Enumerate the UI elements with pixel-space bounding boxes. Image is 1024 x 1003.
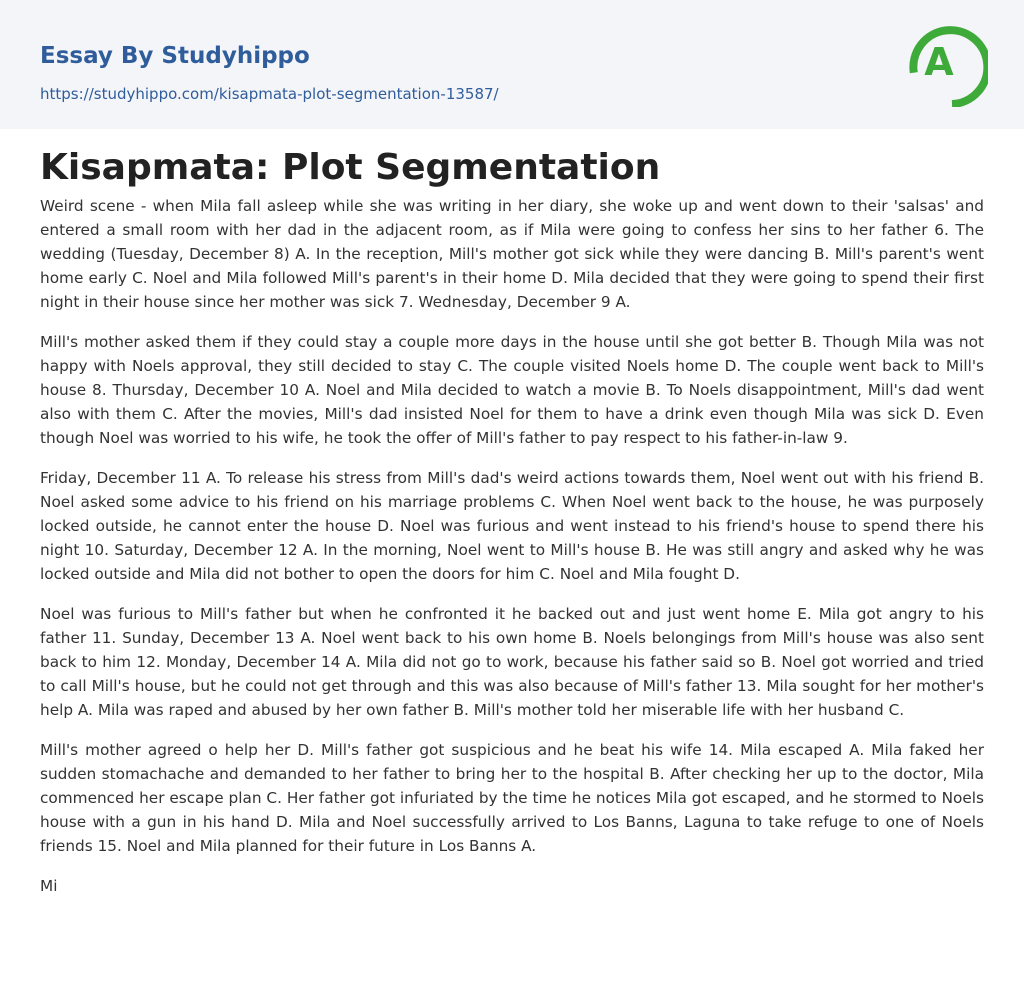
studyhippo-logo-icon[interactable] (908, 17, 988, 107)
paragraph: Noel was furious to Mill's father but when he confronted it he backed out and just went home E. Mila got angry to his father 11. Sunday, December 13 A. Noel went back to his own home B. Noels belongings from Mill's house was also sent back to him 12. Monday, December 14 A. Mila did not go to work, because his father said so B. Noel got worried and tried to call Mill's house, but he could not get through and this was also because of Mill's father 13. Mila sought for her mother's help A. Mila was raped and abused by her own father B. Mill's mother told her miserable life with her husband C. (40, 605, 984, 719)
logo-letter: A (924, 40, 954, 84)
paragraph: Friday, December 11 A. To release his stress from Mill's dad's weird actions towards them, Noel went out with his friend B. Noel asked some advice to his friend on his marriage problems C. When Noel went back to the house, he was purposely locked outside, he cannot enter the house D. Noel was furious and went instead to his friend's house to spend there his night 10. Saturday, December 12 A. In the morning, Noel went to Mill's house B. He was still angry and asked why he was locked outside and Mila did not bother to open the doors for him C. Noel and Mila fought D. (40, 469, 984, 583)
paragraph: Weird scene - when Mila fall asleep while she was writing in her diary, she woke up and went down to their 'salsas' and entered a small room with her dad in the adjacent room, as if Mila were going to confess her sins to her father 6. The wedding (Tuesday, December 8) A. In the reception, Mill's mother got sick while they were dancing B. Mill's parent's went home early C. Noel and Mila followed Mill's parent's in their home D. Mila decided that they were going to spend their first night in their house since her mother was sick 7. Wednesday, December 9 A. (40, 197, 984, 311)
paragraph-truncated: Mi (40, 877, 58, 895)
site-brand[interactable]: Essay By Studyhippo (40, 43, 310, 69)
paragraph: Mill's mother agreed o help her D. Mill's father got suspicious and he beat his wife 14. Mila escaped A. Mila faked her sudden stomachache and demanded to her father to bring her to the hospital B. After checking her up to the doctor, Mila commenced her escape plan C. Her father got infuriated by the time he notices Mila got escaped, and he stormed to Noels house with a gun in his hand D. Mila and Noel successfully arrived to Los Banns, Laguna to take refuge to one of Noels friends 15. Noel and Mila planned for their future in Los Banns A. (40, 741, 984, 855)
title-container (40, 146, 660, 190)
page-title: Kisapmata: Plot Segmentation (40, 147, 661, 188)
essay-body (40, 194, 984, 914)
paragraph: Mill's mother asked them if they could stay a couple more days in the house until she got better B. Though Mila was not happy with Noels approval, they still decided to stay C. The couple visited Noels home D. The couple went back to Mill's house 8. Thursday, December 10 A. Noel and Mila decided to watch a movie B. To Noels disappointment, Mill's dad went also with them C. After the movies, Mill's dad insisted Noel for them to have a drink even though Mila was sick D. Even though Noel was worried to his wife, he took the offer of Mill's father to pay respect to his father-in-law 9. (40, 333, 984, 447)
source-url-link[interactable]: https://studyhippo.com/kisapmata-plot-segmentation-13587/ (40, 85, 499, 103)
site-header (0, 0, 1024, 129)
